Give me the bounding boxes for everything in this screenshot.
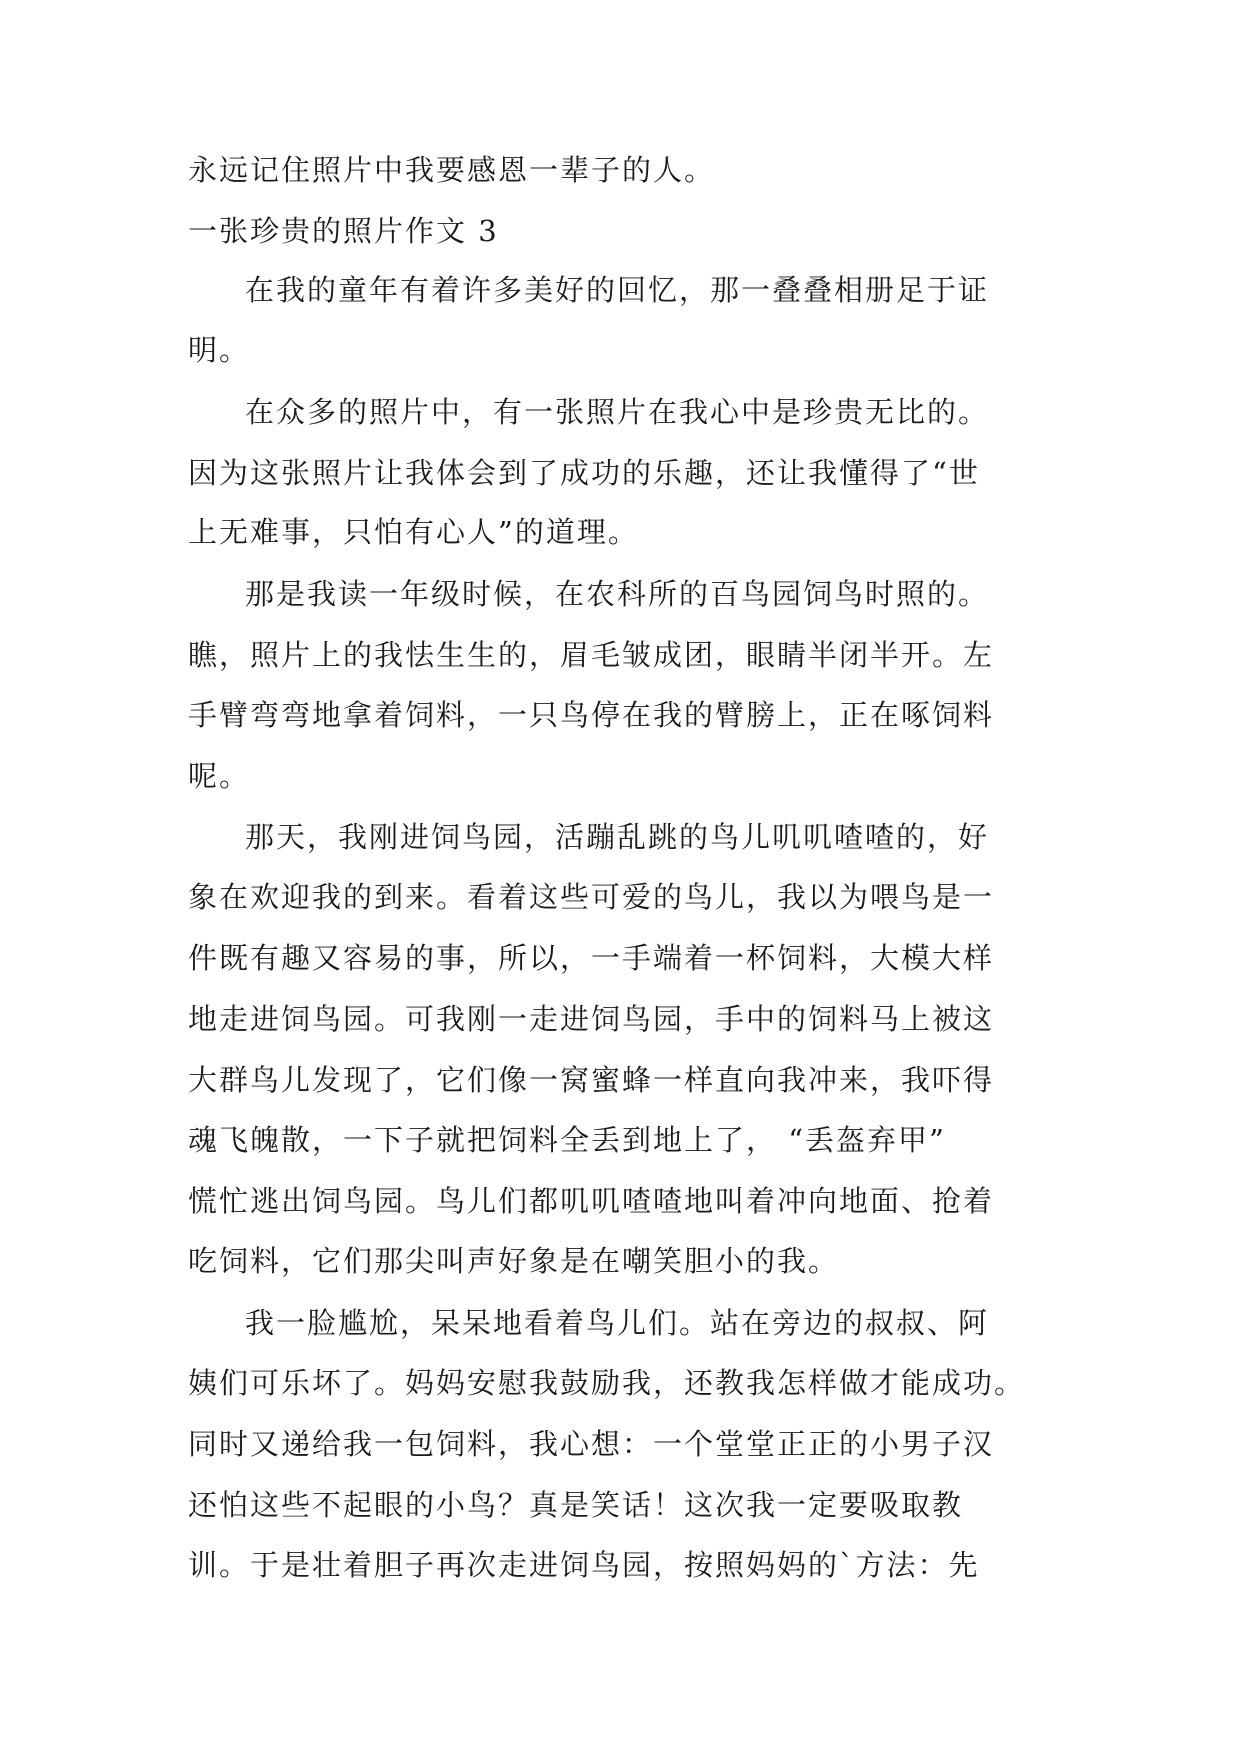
paragraph-line: 在众多的照片中，有一张照片在我心中是珍贵无比的。: [245, 395, 990, 429]
paragraph-line: 我一脸尴尬，呆呆地看着鸟儿们。站在旁边的叔叔、阿: [245, 1306, 990, 1340]
text-line: 件既有趣又容易的事，所以，一手端着一杯饲料，大模大样: [188, 941, 995, 975]
text-line: 上无难事，只怕有心人”的道理。: [188, 515, 639, 549]
text-line: 训。于是壮着胆子再次走进饲鸟园，按照妈妈的`方法：先: [188, 1548, 980, 1582]
text-line: 大群鸟儿发现了，它们像一窝蜜蜂一样直向我冲来，我吓得: [188, 1063, 995, 1097]
text-line: 明。: [188, 333, 251, 367]
paragraph-line: 在我的童年有着许多美好的回忆，那一叠叠相册足于证: [245, 273, 990, 307]
section-heading: 一张珍贵的照片作文 3: [188, 214, 499, 248]
text-line: 象在欢迎我的到来。看着这些可爱的鸟儿，我以为喂鸟是一: [188, 880, 995, 914]
text-line: 地走进饲鸟园。可我刚一走进饲鸟园，手中的饲料马上被这: [188, 1002, 995, 1036]
text-line: 还怕这些不起眼的小鸟？真是笑话！这次我一定要吸取教: [188, 1488, 964, 1522]
paragraph-line: 那天，我刚进饲鸟园，活蹦乱跳的鸟儿叽叽喳喳的，好: [245, 820, 990, 854]
text-line: 因为这张照片让我体会到了成功的乐趣，还让我懂得了“世: [188, 456, 980, 490]
text-line: 瞧，照片上的我怯生生的，眉毛皱成团，眼睛半闭半开。左: [188, 638, 995, 672]
text-line: 魂飞魄散，一下子就把饲料全丢到地上了， “丢盔弃甲”: [188, 1123, 946, 1157]
text-line: 慌忙逃出饲鸟园。鸟儿们都叽叽喳喳地叫着冲向地面、抢着: [188, 1184, 995, 1218]
text-line: 同时又递给我一包饲料，我心想：一个堂堂正正的小男子汉: [188, 1427, 995, 1461]
text-line: 呢。: [188, 759, 251, 793]
paragraph-line: 那是我读一年级时候，在农科所的百鸟园饲鸟时照的。: [245, 577, 990, 611]
text-line: 吃饲料，它们那尖叫声好象是在嘲笑胆小的我。: [188, 1244, 840, 1278]
text-line: 永远记住照片中我要感恩一辈子的人。: [188, 153, 716, 187]
text-line: 姨们可乐坏了。妈妈安慰我鼓励我，还教我怎样做才能成功。: [188, 1366, 1026, 1400]
text-line: 手臂弯弯地拿着饲料，一只鸟停在我的臂膀上，正在啄饲料: [188, 698, 995, 732]
